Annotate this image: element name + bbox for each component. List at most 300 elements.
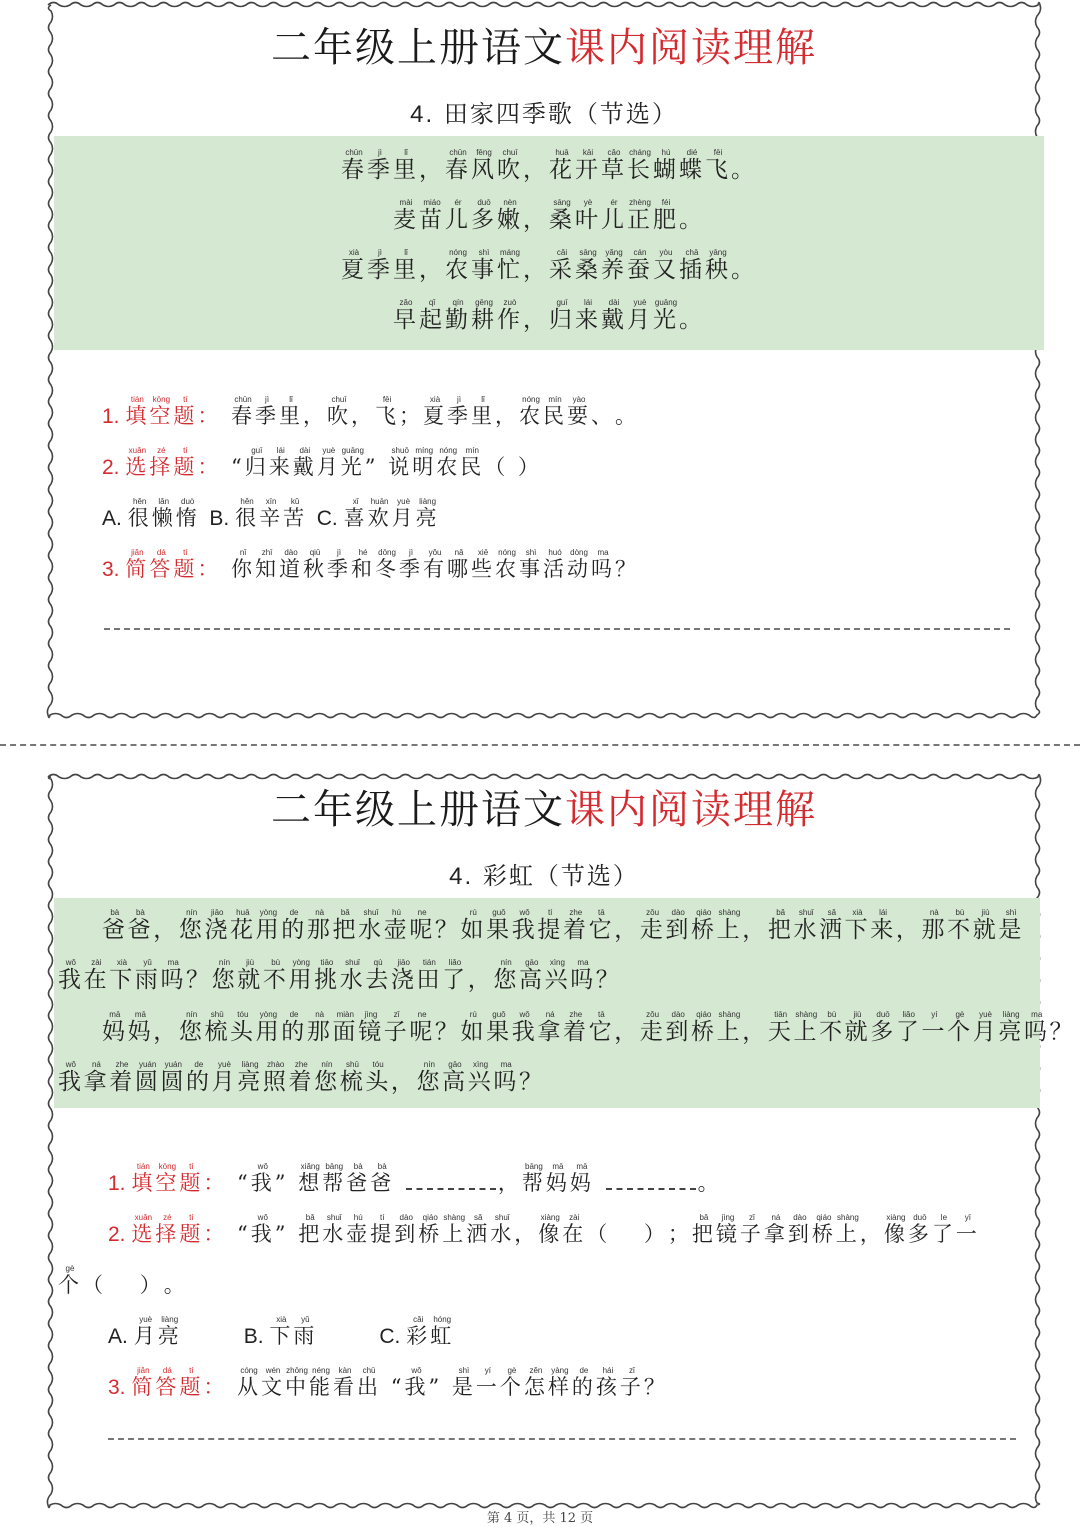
char-with-pinyin: 桥qiáo bbox=[691, 1010, 717, 1045]
char-with-pinyin: 吗ma bbox=[160, 958, 187, 993]
char-with-pinyin: 来lái bbox=[870, 908, 896, 943]
answer-line[interactable] bbox=[104, 628, 1010, 630]
char-with-pinyin: 镜jìng bbox=[715, 1213, 740, 1246]
char: ， bbox=[614, 917, 640, 943]
char-with-pinyin: 浇jiāo bbox=[390, 958, 417, 993]
question-type-label bbox=[125, 395, 222, 428]
char-with-pinyin: 上shàng bbox=[793, 1010, 820, 1045]
char: ？ bbox=[615, 557, 640, 581]
question-2-options bbox=[108, 1315, 516, 1350]
lesson-number: 4. bbox=[449, 863, 474, 890]
char: ？ bbox=[595, 967, 622, 993]
char-with-pinyin: 光guāng bbox=[653, 298, 679, 333]
char-with-pinyin: 风fēng bbox=[471, 148, 497, 183]
char: ， bbox=[523, 307, 549, 333]
question-number: 3. bbox=[102, 558, 126, 581]
char-with-pinyin: 您nín bbox=[493, 958, 519, 993]
char-with-pinyin: 不bù bbox=[819, 1010, 845, 1045]
char-with-pinyin: 事shì bbox=[471, 248, 497, 283]
char-with-pinyin: 那nà bbox=[921, 908, 948, 943]
char-with-pinyin: 把bǎ bbox=[332, 908, 359, 943]
char: ， bbox=[419, 157, 445, 183]
char-with-pinyin: 爸bà bbox=[102, 908, 128, 943]
char: ” bbox=[428, 1375, 443, 1399]
char: ， bbox=[614, 1019, 640, 1045]
char-with-pinyin: 挑tiāo bbox=[314, 958, 340, 993]
char-with-pinyin: 光guāng bbox=[340, 446, 365, 479]
char-with-pinyin: 想xiǎng bbox=[298, 1162, 323, 1195]
char-with-pinyin: 道dào bbox=[279, 548, 304, 581]
char: ： bbox=[203, 1375, 228, 1399]
char: ， bbox=[390, 1069, 417, 1095]
title-black-part: 二年级上册语文 bbox=[271, 787, 565, 833]
char: ， bbox=[153, 1019, 179, 1045]
char-with-pinyin: 选xuǎn bbox=[125, 446, 150, 479]
char-with-pinyin: 了le bbox=[931, 1213, 956, 1246]
char-with-pinyin: 着zhe bbox=[288, 1060, 315, 1095]
char-with-pinyin: 走zǒu bbox=[639, 908, 666, 943]
char-with-pinyin: 兴xìng bbox=[467, 1060, 494, 1095]
char: ， bbox=[153, 917, 179, 943]
char: ； bbox=[667, 1222, 692, 1246]
question-type-label bbox=[131, 1162, 228, 1195]
char-with-pinyin: 能néng bbox=[309, 1366, 334, 1399]
char-with-pinyin: 归guī bbox=[549, 298, 575, 333]
char: ： bbox=[197, 557, 222, 581]
char-with-pinyin: 把bǎ bbox=[691, 1213, 716, 1246]
option-a[interactable]: A. 月yuè亮liàng bbox=[108, 1315, 182, 1348]
char: ， bbox=[351, 404, 376, 428]
char: “ bbox=[390, 1375, 405, 1399]
char: ” bbox=[274, 1222, 289, 1246]
char-with-pinyin: 事shì bbox=[519, 548, 544, 581]
option-b[interactable]: B. 很hěn辛xīn苦kǔ bbox=[209, 497, 308, 530]
question-type-label bbox=[125, 548, 222, 581]
char-with-pinyin: 水shuǐ bbox=[322, 1213, 347, 1246]
char-with-pinyin: 择zé bbox=[149, 446, 174, 479]
char-with-pinyin: 水shuǐ bbox=[358, 908, 384, 943]
question-2-continuation bbox=[58, 1264, 188, 1299]
char-with-pinyin: 了liǎo bbox=[895, 1010, 922, 1045]
char-with-pinyin: 季jì bbox=[367, 148, 393, 183]
char-with-pinyin: 吗ma bbox=[570, 958, 596, 993]
char-with-pinyin: 孩hái bbox=[595, 1366, 620, 1399]
char: ？ bbox=[518, 1069, 545, 1095]
char-with-pinyin: 水shuǐ bbox=[339, 958, 366, 993]
page-indicator: 第 4 页，共 12 页 bbox=[486, 1511, 594, 1526]
char-with-pinyin: 壶hú bbox=[383, 908, 410, 943]
char-with-pinyin: 题tí bbox=[179, 1366, 204, 1399]
char-with-pinyin: 用yòng bbox=[288, 958, 315, 993]
char-with-pinyin: 耕gēng bbox=[471, 298, 497, 333]
char: ？ bbox=[1049, 1019, 1076, 1045]
char-with-pinyin: 月yuè bbox=[133, 1315, 158, 1348]
char-with-pinyin: 早zǎo bbox=[393, 298, 419, 333]
char-with-pinyin: 一yī bbox=[955, 1213, 980, 1246]
fill-blank-2[interactable] bbox=[606, 1172, 696, 1190]
char-with-pinyin: 春chūn bbox=[341, 148, 367, 183]
char-with-pinyin: 秧yāng bbox=[705, 248, 731, 283]
char: ？ bbox=[434, 1019, 461, 1045]
char-with-pinyin: 说shuō bbox=[388, 446, 413, 479]
char-with-pinyin: 来lái bbox=[268, 446, 293, 479]
char bbox=[442, 1375, 452, 1399]
char-with-pinyin: 花huā bbox=[549, 148, 575, 183]
char-with-pinyin: 春chūn bbox=[445, 148, 471, 183]
answer-line[interactable] bbox=[108, 1438, 1016, 1440]
char-with-pinyin: 中zhōng bbox=[285, 1366, 310, 1399]
char-with-pinyin: 梳shū bbox=[339, 1060, 366, 1095]
char bbox=[289, 1171, 299, 1195]
char-with-pinyin: 活huó bbox=[543, 548, 568, 581]
char-with-pinyin: 文wén bbox=[261, 1366, 286, 1399]
char-with-pinyin: 您nín bbox=[314, 1060, 340, 1095]
char: 。 bbox=[679, 207, 705, 233]
char-with-pinyin: 洒sǎ bbox=[819, 908, 845, 943]
char: 。 bbox=[615, 404, 640, 428]
char-with-pinyin: 下xià bbox=[269, 1315, 294, 1348]
char: ？ bbox=[186, 967, 212, 993]
char-with-pinyin: 题tí bbox=[173, 548, 198, 581]
char-with-pinyin: 上shàng bbox=[835, 1213, 860, 1246]
char-with-pinyin: 我wǒ bbox=[58, 958, 84, 993]
question-type-label bbox=[125, 446, 222, 479]
char-with-pinyin: 吗ma bbox=[493, 1060, 519, 1095]
char: ， bbox=[495, 404, 520, 428]
char-with-pinyin: 高gāo bbox=[442, 1060, 468, 1095]
char-with-pinyin: 蝴hú bbox=[653, 148, 679, 183]
char-with-pinyin: 用yòng bbox=[255, 908, 282, 943]
char-with-pinyin: 夏xià bbox=[423, 395, 448, 428]
char: ） bbox=[643, 1222, 668, 1246]
char-with-pinyin: 简jiǎn bbox=[125, 548, 150, 581]
char-with-pinyin: 蝶dié bbox=[679, 148, 705, 183]
char-with-pinyin: 帮bāng bbox=[322, 1162, 347, 1195]
char-with-pinyin: 儿ér bbox=[601, 198, 627, 233]
char-with-pinyin: 填tián bbox=[131, 1162, 156, 1195]
char-with-pinyin: 像xiàng bbox=[538, 1213, 563, 1246]
char-with-pinyin: 您nín bbox=[178, 1010, 205, 1045]
char-with-pinyin: 头tóu bbox=[230, 1010, 256, 1045]
char-with-pinyin: 帮bāng bbox=[521, 1162, 546, 1195]
char-with-pinyin: 很hěn bbox=[127, 497, 152, 530]
char-with-pinyin: 了liǎo bbox=[442, 958, 468, 993]
char-with-pinyin: 我wǒ bbox=[58, 1060, 84, 1095]
char-with-pinyin: 桥qiáo bbox=[811, 1213, 836, 1246]
char-with-pinyin: 夏xià bbox=[341, 248, 367, 283]
char-with-pinyin: 爸bà bbox=[346, 1162, 371, 1195]
char-with-pinyin: 镜jìng bbox=[358, 1010, 384, 1045]
char-with-pinyin: 来lái bbox=[575, 298, 601, 333]
char-with-pinyin: 民mín bbox=[460, 446, 485, 479]
char: ： bbox=[203, 1171, 228, 1195]
char: 。 bbox=[731, 257, 757, 283]
char: ？ bbox=[643, 1375, 668, 1399]
char-with-pinyin: 吹chuī bbox=[327, 395, 352, 428]
char: ； bbox=[399, 404, 424, 428]
lesson-title: 彩虹（节选） bbox=[482, 862, 639, 890]
char-with-pinyin: 秋qiū bbox=[303, 548, 328, 581]
char-with-pinyin: 壶hú bbox=[346, 1213, 371, 1246]
char-with-pinyin: 的de bbox=[186, 1060, 212, 1095]
char-with-pinyin: 出chū bbox=[357, 1366, 382, 1399]
passage-line-4 bbox=[58, 1060, 545, 1096]
char-with-pinyin: 戴dài bbox=[601, 298, 627, 333]
lesson-heading bbox=[46, 94, 1042, 129]
char-with-pinyin: 去qù bbox=[365, 958, 391, 993]
char-with-pinyin: 季jì bbox=[255, 395, 280, 428]
char-with-pinyin: 圆yuán bbox=[160, 1060, 187, 1095]
question-1: 1. 填tián空kōng题tí： “ 我wǒ” 想xiǎng帮bāng爸bà爸bà ， 帮bāng妈mā妈mā 。 bbox=[108, 1162, 722, 1195]
char-with-pinyin: 长cháng bbox=[627, 148, 653, 183]
char-with-pinyin: 动dòng bbox=[567, 548, 592, 581]
char-with-pinyin: 戴dài bbox=[292, 446, 317, 479]
worksheet-card-2 bbox=[46, 772, 1076, 1510]
char-with-pinyin: 喜xǐ bbox=[343, 497, 368, 530]
char-with-pinyin: 养yǎng bbox=[601, 248, 627, 283]
option-c[interactable]: C. 喜xǐ欢huān月yuè亮liàng bbox=[316, 497, 440, 530]
char-with-pinyin: 就jiù bbox=[844, 1010, 871, 1045]
char-with-pinyin: 飞fēi bbox=[705, 148, 731, 183]
char-with-pinyin: 飞fēi bbox=[375, 395, 400, 428]
char-with-pinyin: 从cóng bbox=[237, 1366, 262, 1399]
char-with-pinyin: 下xià bbox=[109, 958, 135, 993]
char-with-pinyin: 的de bbox=[281, 1010, 307, 1045]
char-with-pinyin: 样yàng bbox=[547, 1366, 572, 1399]
char: ） bbox=[517, 455, 542, 479]
char-with-pinyin: 着zhe bbox=[109, 1060, 135, 1095]
char-with-pinyin: 是shì bbox=[998, 908, 1024, 943]
char-with-pinyin: 着zhe bbox=[562, 908, 589, 943]
char-with-pinyin: 我wǒ bbox=[250, 1162, 275, 1195]
char: ？ bbox=[434, 917, 461, 943]
page-title bbox=[46, 16, 1042, 73]
char-with-pinyin: 题tí bbox=[179, 1213, 204, 1246]
char-with-pinyin: 桑sāng bbox=[549, 198, 575, 233]
option-b[interactable]: B. 下xià雨yǔ bbox=[243, 1315, 318, 1348]
question-2 bbox=[108, 1213, 980, 1248]
char: ） bbox=[139, 1273, 164, 1297]
char-with-pinyin: 雨yǔ bbox=[134, 958, 161, 993]
char-with-pinyin: 下xià bbox=[844, 908, 871, 943]
char-with-pinyin: 季jì bbox=[367, 248, 393, 283]
title-red-part: 课内阅读理解 bbox=[565, 787, 817, 833]
char-with-pinyin: 吗ma bbox=[1023, 1010, 1050, 1045]
poem-line bbox=[54, 248, 1044, 282]
char-with-pinyin: 和hé bbox=[351, 548, 376, 581]
char bbox=[379, 455, 389, 479]
char-with-pinyin: 高gāo bbox=[518, 958, 545, 993]
char: ， bbox=[514, 1222, 539, 1246]
char: ， bbox=[523, 207, 549, 233]
char-with-pinyin: 那nà bbox=[306, 908, 333, 943]
char-with-pinyin: 有yǒu bbox=[423, 548, 448, 581]
char-with-pinyin: 那nà bbox=[306, 1010, 333, 1045]
char-with-pinyin: 花huā bbox=[230, 908, 256, 943]
char-with-pinyin: 不bù bbox=[262, 958, 289, 993]
char-with-pinyin: 题tí bbox=[173, 395, 198, 428]
char-with-pinyin: 采cǎi bbox=[549, 248, 575, 283]
char-with-pinyin: 草cǎo bbox=[601, 148, 627, 183]
char-with-pinyin: 亮liàng bbox=[237, 1060, 263, 1095]
char bbox=[130, 1273, 140, 1297]
char: “ bbox=[231, 455, 245, 479]
char: ” bbox=[274, 1171, 289, 1195]
char-with-pinyin: 嫩nèn bbox=[497, 198, 523, 233]
option-c[interactable]: C. 彩cǎi虹hóng bbox=[379, 1315, 455, 1348]
char-with-pinyin: 拿ná bbox=[763, 1213, 788, 1246]
char-with-pinyin: 果guǒ bbox=[486, 1010, 512, 1045]
char: 、 bbox=[591, 404, 616, 428]
char-with-pinyin: 像xiàng bbox=[883, 1213, 908, 1246]
char-with-pinyin: 亮liàng bbox=[157, 1315, 182, 1348]
char-with-pinyin: 水shuǐ bbox=[490, 1213, 515, 1246]
char-with-pinyin: 季jì bbox=[447, 395, 472, 428]
char-with-pinyin: 爸bà bbox=[127, 908, 154, 943]
char-with-pinyin: 它tā bbox=[588, 908, 615, 943]
char: ， bbox=[523, 257, 549, 283]
char-with-pinyin: 看kàn bbox=[333, 1366, 358, 1399]
option-a[interactable]: A. 很hěn懒lǎn惰duò bbox=[102, 497, 200, 530]
char-with-pinyin: 月yuè bbox=[972, 1010, 999, 1045]
char-with-pinyin: 肥féi bbox=[653, 198, 679, 233]
poem-line bbox=[54, 148, 1044, 182]
char-with-pinyin: 妈mā bbox=[127, 1010, 154, 1045]
char-with-pinyin: 着zhe bbox=[562, 1010, 589, 1045]
char-with-pinyin: 上shàng bbox=[716, 908, 743, 943]
poem-panel bbox=[54, 136, 1044, 350]
char-with-pinyin: 我wǒ bbox=[404, 1366, 429, 1399]
char-with-pinyin: 是shì bbox=[451, 1366, 476, 1399]
fill-blank-1[interactable] bbox=[406, 1172, 496, 1190]
char bbox=[289, 1222, 299, 1246]
char-with-pinyin: 洒sǎ bbox=[466, 1213, 491, 1246]
question-3 bbox=[108, 1366, 668, 1401]
char-with-pinyin: 辛xīn bbox=[259, 497, 284, 530]
question-3 bbox=[102, 548, 639, 583]
char-with-pinyin: 拿ná bbox=[537, 1010, 563, 1045]
char-with-pinyin: 题tí bbox=[179, 1162, 204, 1195]
char-with-pinyin: 我wǒ bbox=[511, 908, 538, 943]
char-with-pinyin: 梳shū bbox=[204, 1010, 231, 1045]
char-with-pinyin: 个gè bbox=[947, 1010, 973, 1045]
char-with-pinyin: 面miàn bbox=[332, 1010, 359, 1045]
char-with-pinyin: 你nǐ bbox=[231, 548, 256, 581]
char-with-pinyin: 一yí bbox=[921, 1010, 948, 1045]
char bbox=[508, 455, 518, 479]
char-with-pinyin: 爸bà bbox=[370, 1162, 395, 1195]
char-with-pinyin: 农nóng bbox=[436, 446, 461, 479]
char-with-pinyin: 哪nǎ bbox=[447, 548, 472, 581]
char-with-pinyin: 忙máng bbox=[497, 248, 523, 283]
char-with-pinyin: 桥qiáo bbox=[418, 1213, 443, 1246]
char-with-pinyin: 蚕cán bbox=[627, 248, 653, 283]
char-with-pinyin: 勤qín bbox=[445, 298, 471, 333]
char-with-pinyin: 空kōng bbox=[149, 395, 174, 428]
char-with-pinyin: 个gè bbox=[499, 1366, 524, 1399]
question-type-label bbox=[131, 1213, 228, 1246]
char-with-pinyin: 的de bbox=[281, 908, 307, 943]
char-with-pinyin: 虹hóng bbox=[430, 1315, 455, 1348]
lesson-number: 4. bbox=[410, 101, 435, 128]
char-with-pinyin: 麦mài bbox=[393, 198, 419, 233]
char-with-pinyin: 妈mā bbox=[569, 1162, 594, 1195]
char-with-pinyin: 我wǒ bbox=[250, 1213, 275, 1246]
char-with-pinyin: 些xiē bbox=[471, 548, 496, 581]
char-with-pinyin: 一yí bbox=[475, 1366, 500, 1399]
char-with-pinyin: 儿ér bbox=[445, 198, 471, 233]
passage-line-2 bbox=[58, 958, 621, 994]
char-with-pinyin: 答dá bbox=[155, 1366, 180, 1399]
char-with-pinyin: 果guǒ bbox=[486, 908, 512, 943]
char-with-pinyin: 里lǐ bbox=[279, 395, 304, 428]
char-with-pinyin: 在zài bbox=[562, 1213, 587, 1246]
poem-line bbox=[54, 298, 1044, 332]
char-with-pinyin: 上shàng bbox=[716, 1010, 743, 1045]
worksheet-card-1 bbox=[46, 0, 1042, 720]
char-with-pinyin: 子zǐ bbox=[383, 1010, 410, 1045]
char-with-pinyin: 把bǎ bbox=[298, 1213, 323, 1246]
char-with-pinyin: 的de bbox=[571, 1366, 596, 1399]
char-with-pinyin: 呢ne bbox=[409, 1010, 435, 1045]
char: ， bbox=[742, 917, 768, 943]
char-with-pinyin: 到dào bbox=[787, 1213, 812, 1246]
char-with-pinyin: 彩cǎi bbox=[406, 1315, 431, 1348]
char-with-pinyin: 走zǒu bbox=[639, 1010, 666, 1045]
char-with-pinyin: 就jiù bbox=[237, 958, 263, 993]
char-with-pinyin: 它tā bbox=[588, 1010, 615, 1045]
char-with-pinyin: 到dào bbox=[665, 908, 692, 943]
char-with-pinyin: 惰duò bbox=[175, 497, 200, 530]
char-with-pinyin: 我wǒ bbox=[511, 1010, 538, 1045]
title-black-part: 二年级上册语文 bbox=[271, 25, 565, 71]
char-with-pinyin: 苦kǔ bbox=[283, 497, 308, 530]
char-with-pinyin: 呢ne bbox=[409, 908, 435, 943]
char-with-pinyin: 亮liàng bbox=[415, 497, 440, 530]
char-with-pinyin: 里lǐ bbox=[393, 148, 419, 183]
char-with-pinyin: 要yào bbox=[567, 395, 592, 428]
char-with-pinyin: 用yòng bbox=[255, 1010, 282, 1045]
char-with-pinyin: 空kōng bbox=[155, 1162, 180, 1195]
char-with-pinyin: 怎zěn bbox=[523, 1366, 548, 1399]
char-with-pinyin: 在zài bbox=[83, 958, 110, 993]
lesson-title: 田家四季歌（节选） bbox=[443, 100, 678, 128]
char: ： bbox=[197, 404, 222, 428]
char: 。 bbox=[163, 1273, 188, 1297]
char-with-pinyin: 上shàng bbox=[442, 1213, 467, 1246]
question-number: 3. bbox=[108, 1376, 132, 1399]
char: ” bbox=[364, 455, 379, 479]
char-with-pinyin: 苗miáo bbox=[419, 198, 445, 233]
char-with-pinyin: 您nín bbox=[416, 1060, 443, 1095]
char-with-pinyin: 拿ná bbox=[83, 1060, 110, 1095]
char-with-pinyin: 田tián bbox=[416, 958, 443, 993]
char: ， bbox=[742, 1019, 768, 1045]
char-with-pinyin: 妈mā bbox=[102, 1010, 128, 1045]
char-with-pinyin: 多duō bbox=[870, 1010, 896, 1045]
char-with-pinyin: 插chā bbox=[679, 248, 705, 283]
char: ， bbox=[859, 1222, 884, 1246]
char-with-pinyin: 浇jiāo bbox=[204, 908, 231, 943]
question-2 bbox=[102, 446, 542, 481]
char-with-pinyin: 提tí bbox=[537, 908, 563, 943]
char-with-pinyin: 里lǐ bbox=[393, 248, 419, 283]
char: ， bbox=[895, 917, 922, 943]
cut-line-divider bbox=[0, 744, 1080, 746]
char-with-pinyin: 水shuǐ bbox=[793, 908, 820, 943]
char-with-pinyin: 季jì bbox=[327, 548, 352, 581]
char-with-pinyin: 就jiù bbox=[972, 908, 999, 943]
